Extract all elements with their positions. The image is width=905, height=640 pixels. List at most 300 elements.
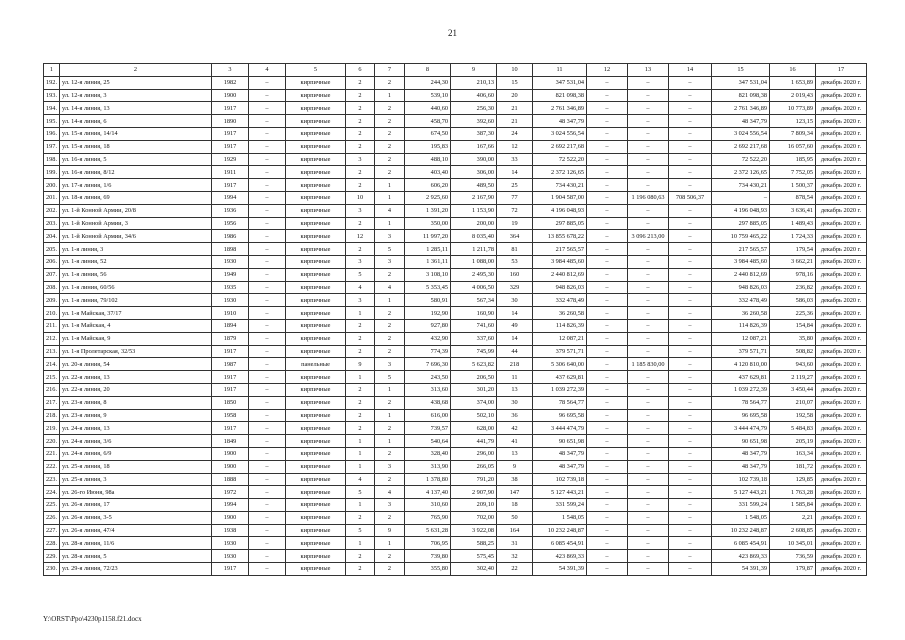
table-cell: 1 (346, 447, 375, 460)
table-cell: 2 (375, 511, 405, 524)
table-cell: – (669, 524, 712, 537)
table-cell: – (587, 332, 628, 345)
table-cell: 458,70 (405, 115, 451, 128)
table-cell: 438,68 (405, 396, 451, 409)
header-cell: 2 (60, 64, 212, 77)
table-cell: 217 565,57 (533, 243, 587, 256)
table-cell: – (249, 115, 286, 128)
table-cell: 313,90 (405, 460, 451, 473)
table-cell: декабрь 2020 г. (816, 563, 867, 576)
table-cell: 210. (44, 307, 60, 320)
table-cell: 3 (346, 204, 375, 217)
table-cell: 217. (44, 396, 60, 409)
table-cell: 943,60 (770, 358, 816, 371)
table-cell: 21 (497, 115, 533, 128)
table-cell: кирпичные (286, 422, 346, 435)
table-row (44, 537, 867, 550)
table-cell: – (628, 140, 669, 153)
table-cell: – (669, 166, 712, 179)
header-cell: 7 (375, 64, 405, 77)
table-cell: – (669, 89, 712, 102)
table-cell: декабрь 2020 г. (816, 422, 867, 435)
table-cell: ул. 14-я линия, 13 (60, 102, 212, 115)
table-cell: 1910 (212, 307, 249, 320)
table-cell: 774,39 (405, 345, 451, 358)
table-cell: 25 (497, 179, 533, 192)
table-cell: ул. 26-я линия, 47/4 (60, 524, 212, 537)
table-cell: 567,34 (451, 294, 497, 307)
table-cell: кирпичные (286, 140, 346, 153)
table-cell: кирпичные (286, 268, 346, 281)
table-cell: 12 (497, 140, 533, 153)
table-cell: – (249, 447, 286, 460)
table-cell: кирпичные (286, 307, 346, 320)
table-cell: 213. (44, 345, 60, 358)
table-cell: 1 763,28 (770, 486, 816, 499)
table-cell: – (628, 281, 669, 294)
table-row (44, 524, 867, 537)
table-row (44, 371, 867, 384)
table-cell: 1 196 080,63 (628, 191, 669, 204)
table-cell: – (628, 307, 669, 320)
table-cell: 1 185 830,00 (628, 358, 669, 371)
table-row (44, 460, 867, 473)
table-cell: декабрь 2020 г. (816, 268, 867, 281)
table-cell: 154,84 (770, 319, 816, 332)
table-cell: 4 (375, 486, 405, 499)
table-cell: декабрь 2020 г. (816, 435, 867, 448)
table-cell: 256,30 (451, 102, 497, 115)
table-cell: кирпичные (286, 102, 346, 115)
table-cell: – (587, 191, 628, 204)
table-cell: 197. (44, 140, 60, 153)
table-cell: 588,25 (451, 537, 497, 550)
header-cell: 4 (249, 64, 286, 77)
table-cell: 2 692 217,68 (712, 140, 770, 153)
table-cell: 1900 (212, 460, 249, 473)
table-cell: 14 (497, 166, 533, 179)
table-cell: декабрь 2020 г. (816, 102, 867, 115)
table-row (44, 383, 867, 396)
table-cell: 15 (497, 76, 533, 89)
table-cell: 2 925,60 (405, 191, 451, 204)
table-cell: 1917 (212, 345, 249, 358)
table-cell: 1900 (212, 89, 249, 102)
table-cell: 228. (44, 537, 60, 550)
table-cell: 48 347,79 (712, 460, 770, 473)
table-cell: 5 353,45 (405, 281, 451, 294)
table-cell: 437 629,81 (712, 371, 770, 384)
table-cell: 423 869,33 (533, 550, 587, 563)
table-cell: 2 (346, 115, 375, 128)
table-cell: 1 724,33 (770, 230, 816, 243)
table-cell: 1 (375, 191, 405, 204)
table-cell: ул. 26-го Июня, 98а (60, 486, 212, 499)
table-cell: 1879 (212, 332, 249, 345)
table-cell: 216. (44, 383, 60, 396)
table-cell: 196. (44, 127, 60, 140)
table-cell: – (587, 319, 628, 332)
table-cell: 332 478,49 (533, 294, 587, 307)
table-cell: 211. (44, 319, 60, 332)
table-cell: – (587, 268, 628, 281)
table-cell: 306,00 (451, 166, 497, 179)
table-cell: 1 211,78 (451, 243, 497, 256)
table-cell: 1917 (212, 383, 249, 396)
table-cell: ул. 15-я линия, 14/14 (60, 127, 212, 140)
table-cell: кирпичные (286, 371, 346, 384)
table-cell: 179,54 (770, 243, 816, 256)
table-cell: – (669, 281, 712, 294)
table-cell: – (249, 435, 286, 448)
table-cell: 4 196 048,93 (533, 204, 587, 217)
table-cell: 2 (375, 268, 405, 281)
table-cell: 13 855 678,22 (533, 230, 587, 243)
table-cell: кирпичные (286, 204, 346, 217)
table-cell: ул. 1-я Пролетарская, 32/53 (60, 345, 212, 358)
header-cell: 17 (816, 64, 867, 77)
table-cell: 423 869,33 (712, 550, 770, 563)
table-cell: 4 006,50 (451, 281, 497, 294)
table-cell: декабрь 2020 г. (816, 127, 867, 140)
table-cell: ул. 24-я линия, 6/9 (60, 447, 212, 460)
table-cell: 18 (497, 499, 533, 512)
table-cell: 301,20 (451, 383, 497, 396)
table-cell: 193. (44, 89, 60, 102)
table-cell: 199. (44, 166, 60, 179)
table-cell: – (249, 191, 286, 204)
table-cell: 2 (375, 153, 405, 166)
table-cell: – (669, 409, 712, 422)
table-cell: 1930 (212, 255, 249, 268)
table-cell: 236,82 (770, 281, 816, 294)
table-cell: – (669, 307, 712, 320)
table-cell: кирпичные (286, 89, 346, 102)
table-cell: 1 904 587,00 (533, 191, 587, 204)
table-cell: 3 (375, 460, 405, 473)
table-cell: – (669, 563, 712, 576)
table-cell: декабрь 2020 г. (816, 447, 867, 460)
table-cell: 48 347,79 (712, 115, 770, 128)
table-cell: 200. (44, 179, 60, 192)
table-cell: 739,80 (405, 550, 451, 563)
table-cell: 221. (44, 447, 60, 460)
table-cell: 927,80 (405, 319, 451, 332)
table-cell: – (628, 447, 669, 460)
table-cell: 123,15 (770, 115, 816, 128)
table-cell: 2 (346, 550, 375, 563)
table-cell: 214. (44, 358, 60, 371)
table-cell: 347 531,04 (533, 76, 587, 89)
table-cell: 332 478,49 (712, 294, 770, 307)
table-cell: 1917 (212, 563, 249, 576)
table-cell: 12 087,21 (712, 332, 770, 345)
table-cell: 1 585,84 (770, 499, 816, 512)
table-cell: – (628, 537, 669, 550)
table-cell: 379 571,71 (533, 345, 587, 358)
table-row (44, 102, 867, 115)
header-cell: 11 (533, 64, 587, 77)
table-cell: – (587, 396, 628, 409)
table-cell: 1 153,90 (451, 204, 497, 217)
table-cell: декабрь 2020 г. (816, 307, 867, 320)
table-cell: 3 444 474,79 (712, 422, 770, 435)
table-cell: 3 024 556,54 (533, 127, 587, 140)
table-cell: кирпичные (286, 447, 346, 460)
table-cell: 10 345,01 (770, 537, 816, 550)
table-cell: декабрь 2020 г. (816, 115, 867, 128)
table-cell: – (669, 76, 712, 89)
table-cell: 2 (375, 473, 405, 486)
table-cell: 194. (44, 102, 60, 115)
table-cell: 586,03 (770, 294, 816, 307)
table-cell: 36 (497, 409, 533, 422)
table-cell: – (669, 140, 712, 153)
table-cell: 48 347,79 (533, 460, 587, 473)
table-cell: – (249, 76, 286, 89)
table-cell: кирпичные (286, 127, 346, 140)
table-cell: – (669, 153, 712, 166)
table-cell: декабрь 2020 г. (816, 460, 867, 473)
table-cell: 3 (346, 255, 375, 268)
table-cell: кирпичные (286, 409, 346, 422)
table-cell: – (628, 550, 669, 563)
table-cell: 206,50 (451, 371, 497, 384)
table-cell: 215. (44, 371, 60, 384)
table-cell: 6 085 454,91 (533, 537, 587, 550)
table-row (44, 345, 867, 358)
table-cell: 1986 (212, 230, 249, 243)
header-cell: 6 (346, 64, 375, 77)
table-cell: 734 430,21 (533, 179, 587, 192)
table-cell: 2 019,43 (770, 89, 816, 102)
table-cell: 10 232 248,87 (712, 524, 770, 537)
table-cell: 1 653,89 (770, 76, 816, 89)
table-cell: кирпичные (286, 550, 346, 563)
table-cell: 2 (375, 396, 405, 409)
table-cell: ул. 1-я Майская, 4 (60, 319, 212, 332)
table-cell: 4 196 048,93 (712, 204, 770, 217)
table-cell: декабрь 2020 г. (816, 217, 867, 230)
table-row (44, 358, 867, 371)
table-cell: – (628, 102, 669, 115)
table-cell: 1 (346, 499, 375, 512)
table-cell: 1917 (212, 102, 249, 115)
table-cell: 3 922,08 (451, 524, 497, 537)
table-cell: кирпичные (286, 563, 346, 576)
table-cell: 5 (375, 243, 405, 256)
header-cell: 12 (587, 64, 628, 77)
table-cell: – (587, 486, 628, 499)
table-cell: – (669, 268, 712, 281)
table-cell: 2 (375, 127, 405, 140)
table-cell: 209. (44, 294, 60, 307)
table-cell: 5 127 443,21 (712, 486, 770, 499)
table-cell: 2 (375, 115, 405, 128)
table-cell: 1 088,00 (451, 255, 497, 268)
table-cell: 331 599,24 (712, 499, 770, 512)
table-cell: ул. 24-я линия, 13 (60, 422, 212, 435)
table-cell: ул. 1-я Майская, 37/17 (60, 307, 212, 320)
table-cell: 1929 (212, 153, 249, 166)
table-cell: 209,10 (451, 499, 497, 512)
table-cell: 207. (44, 268, 60, 281)
table-cell: ул. 28-я линия, 5 (60, 550, 212, 563)
table-cell: 2 119,27 (770, 371, 816, 384)
table-cell: 44 (497, 345, 533, 358)
header-cell: 1 (44, 64, 60, 77)
table-cell: ул. 29-я линия, 72/23 (60, 563, 212, 576)
table-cell: – (587, 76, 628, 89)
table-cell: 202. (44, 204, 60, 217)
table-header-row (44, 64, 867, 77)
table-cell: – (249, 473, 286, 486)
header-cell: 10 (497, 64, 533, 77)
table-cell: ул. 20-я линия, 54 (60, 358, 212, 371)
table-cell: – (669, 230, 712, 243)
table-cell: – (587, 537, 628, 550)
table-cell: 220. (44, 435, 60, 448)
table-cell: 218. (44, 409, 60, 422)
table-cell: кирпичные (286, 537, 346, 550)
table-cell: кирпичные (286, 115, 346, 128)
table-cell: ул. 17-я линия, 1/6 (60, 179, 212, 192)
table-cell: 10 232 248,87 (533, 524, 587, 537)
table-cell: 2 (346, 166, 375, 179)
table-row (44, 319, 867, 332)
table-cell: декабрь 2020 г. (816, 243, 867, 256)
table-cell: – (587, 371, 628, 384)
table-cell: ул. 25-я линия, 3 (60, 473, 212, 486)
table-cell: ул. 18-я линия, 69 (60, 191, 212, 204)
table-cell: 1 (346, 435, 375, 448)
table-cell: 616,00 (405, 409, 451, 422)
table-row (44, 127, 867, 140)
table-cell: – (628, 345, 669, 358)
table-cell: 3 096 213,00 (628, 230, 669, 243)
table-cell: 167,66 (451, 140, 497, 153)
table-cell: кирпичные (286, 524, 346, 537)
table-cell: 329 (497, 281, 533, 294)
table-cell: 1 (375, 435, 405, 448)
table-cell: – (669, 511, 712, 524)
table-cell: 739,57 (405, 422, 451, 435)
table-cell: 374,00 (451, 396, 497, 409)
table-cell: 1935 (212, 281, 249, 294)
table-cell: 11 (497, 371, 533, 384)
table-cell: – (628, 115, 669, 128)
table-cell: 1 (346, 371, 375, 384)
table-cell: 3 (375, 358, 405, 371)
table-cell: – (628, 486, 669, 499)
table-cell: 387,30 (451, 127, 497, 140)
table-cell: 72 522,20 (712, 153, 770, 166)
table-cell: декабрь 2020 г. (816, 76, 867, 89)
table-cell: 2 907,90 (451, 486, 497, 499)
table-cell: 10 773,89 (770, 102, 816, 115)
table-row (44, 243, 867, 256)
table-cell: 437 629,81 (533, 371, 587, 384)
table-cell: декабрь 2020 г. (816, 332, 867, 345)
table-cell: – (669, 243, 712, 256)
table-cell: 1 391,20 (405, 204, 451, 217)
table-cell: 821 098,38 (712, 89, 770, 102)
table-cell: ул. 1-й Конной Армии, 3 (60, 217, 212, 230)
table-cell: – (669, 486, 712, 499)
table-cell: 5 (346, 268, 375, 281)
table-cell: 3 984 485,60 (712, 255, 770, 268)
table-cell: кирпичные (286, 332, 346, 345)
table-cell: 310,60 (405, 499, 451, 512)
table-cell: 1898 (212, 243, 249, 256)
table-cell: – (669, 371, 712, 384)
table-cell: – (628, 563, 669, 576)
table-cell: – (249, 563, 286, 576)
table-cell: – (587, 255, 628, 268)
table-cell: 77 (497, 191, 533, 204)
table-cell: 3 636,41 (770, 204, 816, 217)
table-cell: – (249, 460, 286, 473)
table-cell: 5 (346, 486, 375, 499)
table-cell: 3 (375, 255, 405, 268)
table-cell: 702,00 (451, 511, 497, 524)
table-cell: 2 (346, 217, 375, 230)
table-cell: – (628, 371, 669, 384)
table-cell: 32 (497, 550, 533, 563)
table-cell: ул. 1-я линия, 52 (60, 255, 212, 268)
table-cell: 96 695,58 (712, 409, 770, 422)
table-cell: 1917 (212, 127, 249, 140)
table-cell: кирпичные (286, 294, 346, 307)
header-cell: 14 (669, 64, 712, 77)
table-cell: кирпичные (286, 511, 346, 524)
table-cell: – (628, 153, 669, 166)
table-cell: 179,87 (770, 563, 816, 576)
table-cell: декабрь 2020 г. (816, 511, 867, 524)
table-cell: 302,40 (451, 563, 497, 576)
housing-table (43, 63, 867, 576)
table-cell: 31 (497, 537, 533, 550)
table-cell: 432,90 (405, 332, 451, 345)
table-cell: – (628, 524, 669, 537)
table-cell: кирпичные (286, 460, 346, 473)
table-cell: ул. 28-я линия, 11/6 (60, 537, 212, 550)
table-cell: 48 347,79 (533, 115, 587, 128)
table-cell: 90 651,98 (712, 435, 770, 448)
table-cell: 2 (346, 563, 375, 576)
table-cell: – (628, 243, 669, 256)
table-cell: 1917 (212, 179, 249, 192)
table-cell: 5 (375, 371, 405, 384)
table-cell: – (249, 255, 286, 268)
table-cell: ул. 12-я линия, 25 (60, 76, 212, 89)
table-cell: 9 (375, 524, 405, 537)
table-cell: декабрь 2020 г. (816, 550, 867, 563)
table-cell: – (249, 319, 286, 332)
table-cell: 1850 (212, 396, 249, 409)
table-cell: 390,00 (451, 153, 497, 166)
table-cell: декабрь 2020 г. (816, 230, 867, 243)
table-cell: 2,21 (770, 511, 816, 524)
table-cell: 219. (44, 422, 60, 435)
table-cell: 791,20 (451, 473, 497, 486)
table-cell: 2 (346, 345, 375, 358)
table-cell: декабрь 2020 г. (816, 473, 867, 486)
table-cell: 35,80 (770, 332, 816, 345)
table-cell: – (587, 115, 628, 128)
header-cell: 9 (451, 64, 497, 77)
table-cell: – (628, 179, 669, 192)
